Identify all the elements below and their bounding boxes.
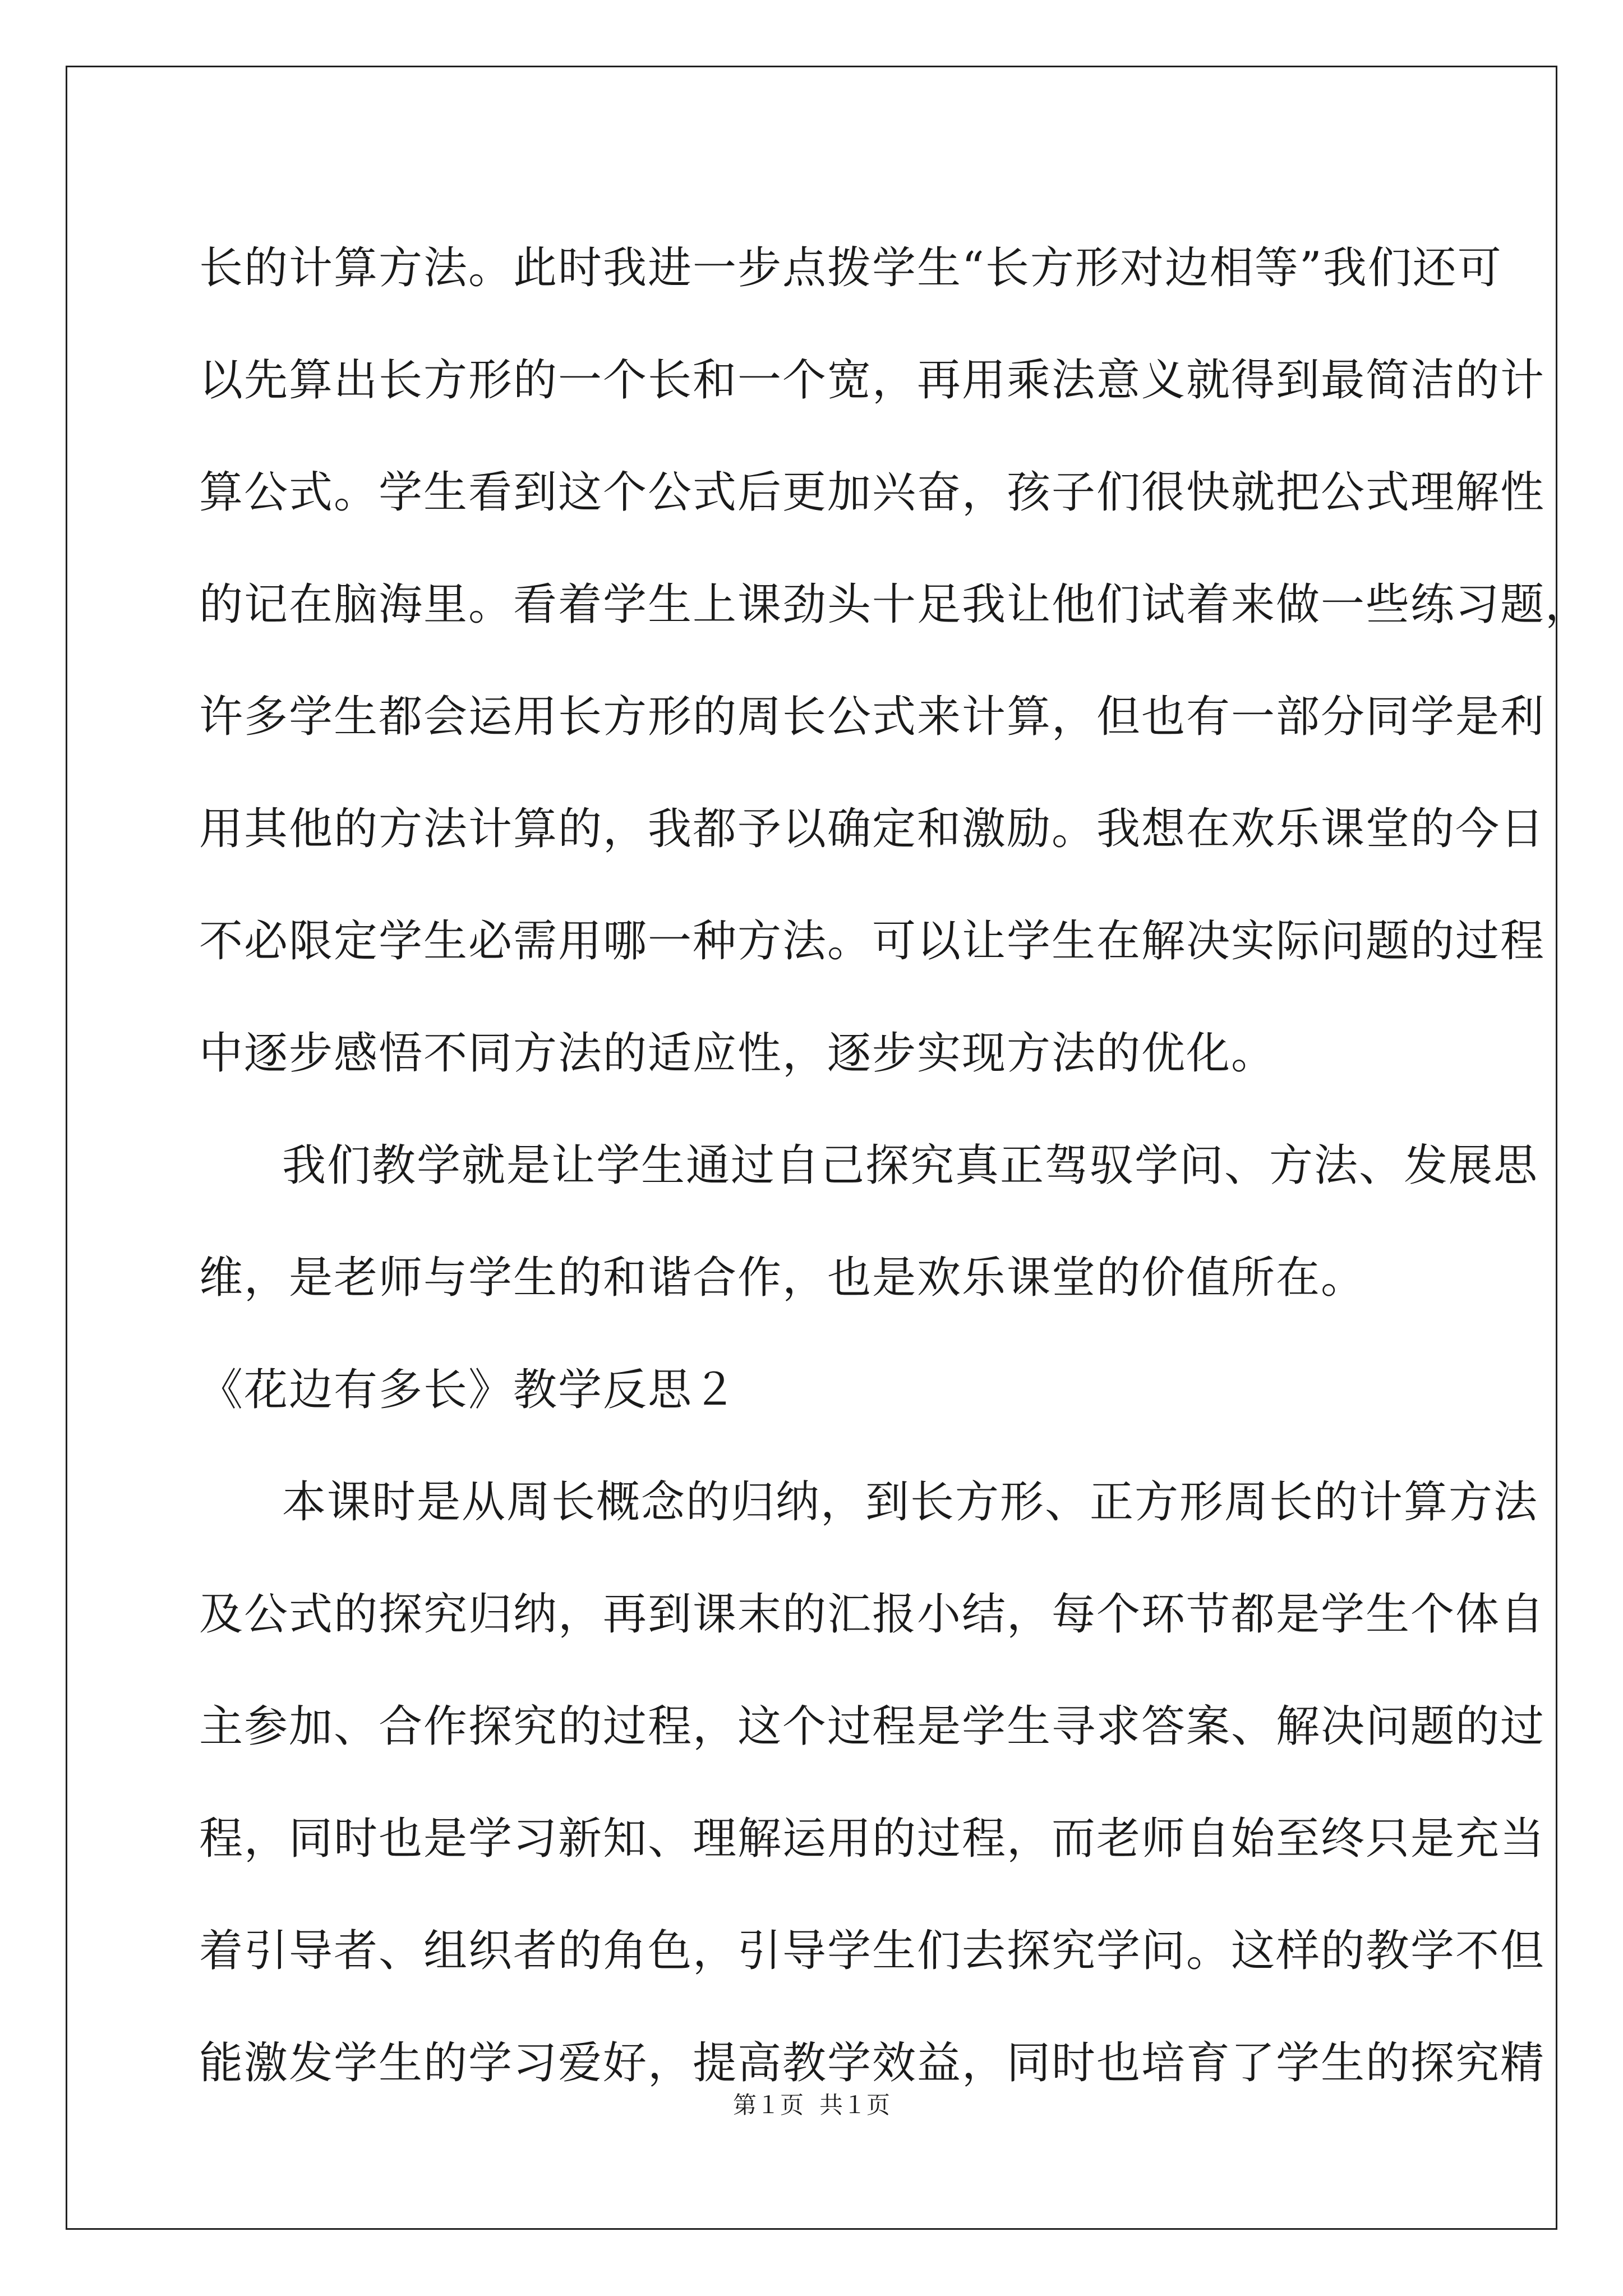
text-line: 中逐步感悟不同方法的适应性，逐步实现方法的优化。 [199, 1028, 1276, 1079]
page-total: 共１页 [819, 2091, 891, 2119]
text-line: 不必限定学生必需用哪一种方法。可以让学生在解决实际问题的过程 [199, 916, 1546, 967]
text-line: 长的计算方法。此时我进一步点拨学生“长方形对边相等”我们还可 [199, 243, 1502, 293]
section-heading: 《花边有多长》教学反思２ [199, 1365, 738, 1415]
text-line: 程，同时也是学习新知、理解运用的过程，而老师自始至终只是充当 [199, 1814, 1546, 1864]
page-number: 第１页 [732, 2091, 804, 2119]
page-footer [0, 2090, 1623, 2121]
text-line: 主参加、合作探究的过程，这个过程是学生寻求答案、解决问题的过 [199, 1701, 1546, 1752]
paragraph-start-line: 我们教学就是让学生通过自己探究真正驾驭学问、方法、发展思 [282, 1140, 1539, 1191]
text-line: 能激发学生的学习爱好，提高教学效益，同时也培育了学生的探究精 [199, 2038, 1546, 2088]
text-line: 及公式的探究归纳，再到课末的汇报小结，每个环节都是学生个体自 [199, 1589, 1546, 1640]
text-line: 的记在脑海里。看着学生上课劲头十足我让他们试着来做一些练习题， [199, 579, 1590, 630]
document-body [199, 212, 1590, 2119]
text-line: 算公式。学生看到这个公式后更加兴奋，孩子们很快就把公式理解性 [199, 467, 1546, 518]
text-line: 着引导者、组织者的角色，引导学生们去探究学问。这样的教学不但 [199, 1926, 1546, 1976]
text-line: 用其他的方法计算的，我都予以确定和激励。我想在欢乐课堂的今日 [199, 804, 1546, 854]
text-line: 以先算出长方形的一个长和一个宽，再用乘法意义就得到最简洁的计 [199, 355, 1546, 406]
paragraph-start-line: 本课时是从周长概念的归纳，到长方形、正方形周长的计算方法 [282, 1477, 1539, 1527]
text-line: 维，是老师与学生的和谐合作，也是欢乐课堂的价值所在。 [199, 1253, 1366, 1303]
text-line: 许多学生都会运用长方形的周长公式来计算，但也有一部分同学是利 [199, 692, 1546, 742]
